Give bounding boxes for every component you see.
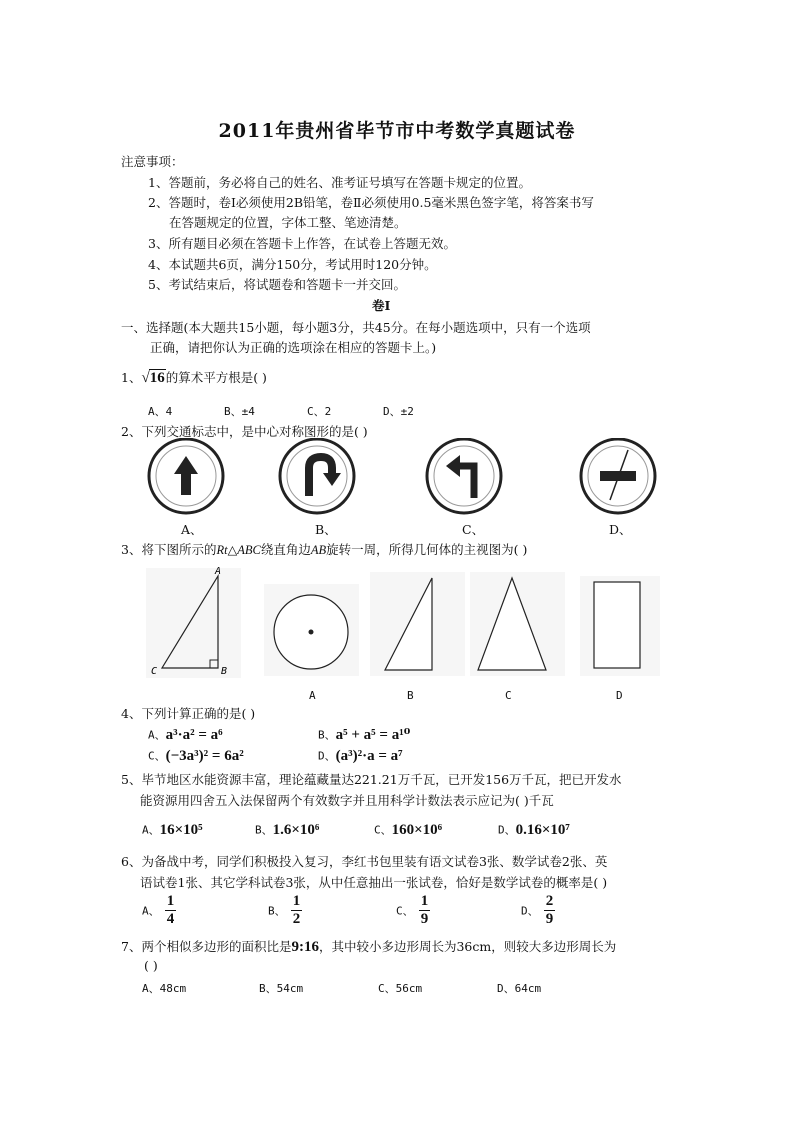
q7-option-a: A、48cm xyxy=(142,982,187,995)
section-instructions-2: 正确，请把你认为正确的选项涂在相应的答题卡上。) xyxy=(150,340,437,355)
q3-label-a: A xyxy=(309,689,316,702)
q1-option-d: D、±2 xyxy=(383,405,414,418)
q3-text-1: 3、将下图所示的 xyxy=(121,542,217,557)
page-title: 2011年贵州省毕节市中考数学真题试卷 xyxy=(218,120,576,142)
q7-option-c: C、56cm xyxy=(378,982,423,995)
q3-label-d: D xyxy=(616,689,623,702)
q4-option-a: A、a³·a² = a⁶ xyxy=(148,727,223,743)
q6-option-d: D、 $\frac{2}{9}$ xyxy=(521,893,554,927)
q2-label-d: D、 xyxy=(609,522,632,537)
question-5-line-2: 能资源用四舍五入法保留两个有效数字并且用科学计数法表示应记为( )千瓦 xyxy=(140,793,554,808)
sign-b-u-turn-icon xyxy=(280,439,354,513)
q3-vertex-a: A xyxy=(215,566,222,577)
question-2: 2、下列交通标志中，是中心对称图形的是( ) xyxy=(121,424,368,439)
q4-option-c: C、(−3a³)² = 6a² xyxy=(148,748,244,764)
q2-label-c: C、 xyxy=(462,522,485,537)
question-6-line-1: 6、为备战中考，同学们积极投入复习，李红书包里装有语文试卷3张、数学试卷2张、英 xyxy=(121,854,608,869)
sign-c-turn-left-icon xyxy=(427,439,501,513)
q7-ratio: 9:16 xyxy=(291,939,319,955)
sign-d-no-entry-icon xyxy=(581,439,655,513)
q7-answer-paren: ( ) xyxy=(144,958,158,973)
q3-label-b: B xyxy=(407,689,414,702)
q1-radicand: 16 xyxy=(149,370,165,386)
q3-option-d-rectangle xyxy=(580,576,660,676)
q3-text-2: 绕直角边 xyxy=(260,542,311,557)
q5-option-b: B、1.6×10⁶ xyxy=(255,822,320,838)
question-1 xyxy=(121,368,267,387)
q3-label-c: C xyxy=(505,689,512,702)
q7-option-b: B、54cm xyxy=(259,982,304,995)
q2-label-b: B、 xyxy=(315,522,337,537)
q6-option-a: A、 $\frac{1}{4}$ xyxy=(142,893,175,927)
question-3 xyxy=(121,540,527,558)
q6-option-b: B、 $\frac{1}{2}$ xyxy=(268,893,301,927)
q3-text-3: 旋转一周，所得几何体的主视图为( ) xyxy=(326,542,528,557)
notice-item-1: 1、答题前，务必将自己的姓名、准考证号填写在答题卡规定的位置。 xyxy=(148,175,531,190)
q1-option-b: B、±4 xyxy=(224,405,255,418)
volume-label: 卷Ⅰ xyxy=(372,298,391,313)
q3-option-c-isosceles-triangle xyxy=(470,572,565,676)
question-5-line-1: 5、毕节地区水能资源丰富，理论蕴藏量达221.21万千瓦，已开发156万千瓦，把已开发水 xyxy=(121,772,622,787)
q3-figures xyxy=(140,562,670,684)
q3-triangle-figure xyxy=(146,566,241,678)
q2-label-a: A、 xyxy=(181,522,203,537)
section-instructions-1: 一、选择题(本大题共15小题，每小题3分，共45分。在每小题选项中，只有一个选项 xyxy=(121,320,591,335)
q6-option-c: C、 $\frac{1}{9}$ xyxy=(396,893,429,927)
q5-option-a: A、16×10⁵ xyxy=(142,822,203,838)
q7-option-d: D、64cm xyxy=(497,982,542,995)
q1-option-c: C、2 xyxy=(307,405,332,418)
q3-edge: AB xyxy=(310,543,327,557)
notice-item-2: 2、答题时，卷Ⅰ必须使用2B铅笔，卷Ⅱ必须使用0.5毫米黑色签字笔，将答案书写 xyxy=(148,195,594,210)
q2-traffic-signs xyxy=(140,438,670,518)
question-7: 7、两个相似多边形的面积比是9:16，其中较小多边形周长为36cm，则较大多边形周长为 xyxy=(121,939,617,955)
q1-option-a: A、4 xyxy=(148,405,173,418)
q5-option-c: C、160×10⁶ xyxy=(374,822,443,838)
q3-vertex-c: C xyxy=(151,666,158,677)
q1-sqrt: √16 xyxy=(141,370,165,386)
notice-item-4: 4、本试题共6页，满分150分，考试用时120分钟。 xyxy=(148,257,437,272)
notice-item-2-cont: 在答题规定的位置，字体工整、笔迹清楚。 xyxy=(169,215,407,230)
q4-option-d: D、(a³)²·a = a⁷ xyxy=(318,748,403,764)
q5-option-d: D、0.16×10⁷ xyxy=(498,822,570,838)
question-6-line-2: 语试卷1张、其它学科试卷3张，从中任意抽出一张试卷，恰好是数学试卷的概率是( ) xyxy=(140,875,608,890)
notice-item-5: 5、考试结束后，将试题卷和答题卡一并交回。 xyxy=(148,277,406,292)
q3-option-b-right-triangle xyxy=(370,572,465,676)
q3-option-a-circle xyxy=(264,584,359,676)
q1-text: 的算术平方根是( ) xyxy=(165,370,267,385)
notice-header: 注意事项： xyxy=(121,154,184,169)
question-4: 4、下列计算正确的是( ) xyxy=(121,706,256,721)
q3-vertex-b: B xyxy=(221,666,228,677)
sign-a-up-arrow-icon xyxy=(149,439,223,513)
notice-item-3: 3、所有题目必须在答题卡上作答，在试卷上答题无效。 xyxy=(148,236,456,251)
q1-number: 1、 xyxy=(121,370,142,385)
q3-triangle: Rt△ABC xyxy=(216,543,261,557)
q4-option-b: B、a⁵ + a⁵ = a¹⁰ xyxy=(318,727,411,743)
